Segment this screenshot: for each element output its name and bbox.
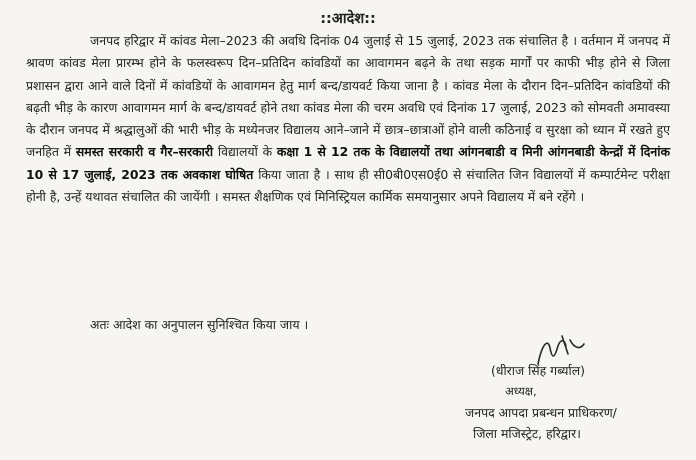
signatory-role: अध्यक्ष, <box>505 384 537 398</box>
signatory-block <box>465 360 685 444</box>
paragraph-text-part1: जनपद हरिद्वार में कांवड मेला–2023 की अवधि दिनांक 04 जुलाई से 15 जुलाई, 2023 तक संचालित है । वर्तमान में जनपद में श्रावण कांवड मेला प्रारम्भ होने के फलस्वरूप दिन–प्रतिदिन कांवडियों का आवागमन बढ़ने के तथा सड़क मार्गों पर काफी भीड़ होने से जिला प्रशासन द्वारा आने वाले दिनों में कांवडियों के आवागमन हेतु मार्ग बन्द/डायवर्ट किया जाना है । कांवड मेला के दौरान दिन–प्रतिदिन कांवडियों की बढ़ती भीड़ के कारण आवागमन मार्ग के बन्द/डायवर्ट होने तथा कांवड मेला की चरम अवधि एवं दिनांक 17 जुलाई, 2023 को सोमवती अमावस्या के दौरान जनपद में श्रद्धालुओं की भारी भीड़ के मध्येनजर विद्यालय आने–जाने में छात्र–छात्राओं होने वाली कठिनाई व सुरक्षा को ध्यान में रखते हुए जनहित में <box>26 33 670 160</box>
compliance-line: अतः आदेश का अनुपालन सुनिश्चित किया जाय । <box>90 317 309 332</box>
paragraph-text-part3: किया जाता है । साथ ही सी0बी0एस0ई0 से संचालित जिन विद्यालयों में कम्पार्टमेन्ट परीक्षा होनी है, उन्हें यथावत संचालित की जायेंगी । समस्त शैक्षणिक एवं मिनिस्ट्रियल कार्मिक समयानुसार अपने विद्यालय में बने रहेंगे । <box>26 166 670 205</box>
paragraph-bold-text-1: समस्त सरकारी व गैर–सरकारी <box>75 144 214 160</box>
order-body <box>26 30 670 208</box>
signatory-name: (धीराज सिंह गर्ब्याल) <box>491 363 585 378</box>
order-paragraph <box>26 30 670 208</box>
signatory-office-line-2: जिला मजिस्ट्रेट, हरिद्वार। <box>473 426 581 441</box>
signatory-office-line-1: जनपद आपदा प्रबन्धन प्राधिकरण/ <box>465 405 617 420</box>
paragraph-text-part2: विद्यालयों के <box>217 144 273 160</box>
paragraph-bold-text-2: कक्षा 1 से 12 तक के विद्यालयों तथा आंगनबाडी व मिनी आंगनबाडी केन्द्रों में दिनांक 10 से 17 जुलाई, 2023 तक अवकाश घोषित <box>26 144 670 182</box>
order-title: ::आदेश:: <box>320 11 376 27</box>
